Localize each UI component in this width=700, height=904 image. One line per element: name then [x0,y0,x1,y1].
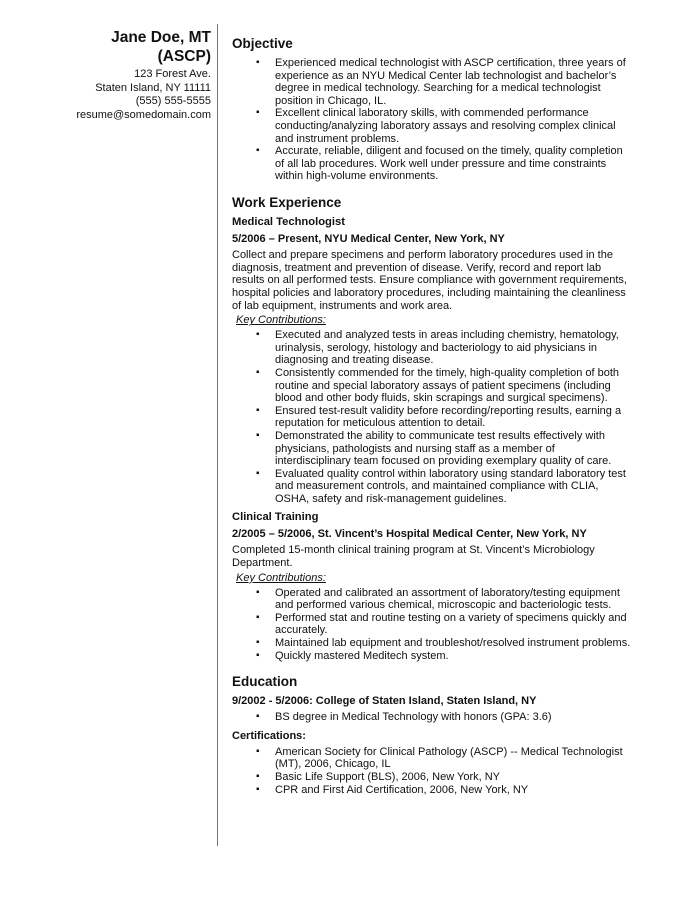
contributions-label: Key Contributions: [236,314,326,327]
list-item: ▪ Demonstrated the ability to communicate test results effectively with physicians, pathologists and nursing staff as a member of interdisciplinary team focused on providing exemplary quality of care. [232,430,632,468]
list-item: ▪ Basic Life Support (BLS), 2006, New York, NY [232,771,632,784]
education-heading: Education [232,674,298,690]
list-item: ▪ American Society for Clinical Pathology (ASCP) -- Medical Technologist (MT), 2006, Chicago, IL [232,746,632,771]
list-item: ▪ Consistently commended for the timely, high-quality completion of both routine and special laboratory assays of patient specimens (including blood and other body fluids, skin scrapings and surgical specimens). [232,367,632,405]
work-heading: Work Experience [232,194,342,210]
city-line: Staten Island, NY 11111 [95,81,211,94]
education-section [232,674,632,796]
list-item: ▪ Evaluated quality control within laboratory using standard laboratory test and measurement controls, and maintained compliance with CLIA, OSHA, safety and risk-management guidelines. [232,468,632,506]
candidate-name: Jane Doe, MT [111,29,211,46]
objective-heading: Objective [232,36,293,51]
job-dates-org: 2/2005 – 5/2006, St. Vincent’s Hospital Medical Center, New York, NY [232,528,587,541]
list-item: ▪ BS degree in Medical Technology with honors (GPA: 3.6) [232,711,632,724]
list-item: ▪ Maintained lab equipment and troubleshot/resolved instrument problems. [232,637,632,650]
school-line: 9/2002 - 5/2006: College of Staten Island, Staten Island, NY [232,695,537,708]
list-item: ▪ Performed stat and routine testing on a variety of specimens quickly and accurately. [232,612,632,637]
job-dates-org: 5/2006 – Present, NYU Medical Center, New York, NY [232,232,505,245]
list-item: ▪ Quickly mastered Meditech system. [232,650,632,663]
list-item: ▪ Executed and analyzed tests in areas including chemistry, hematology, urinalysis, serology, histology and bacteriology to aid physicians in diagnosing and treating disease. [232,329,632,367]
objective-list [232,57,632,183]
certifications-heading: Certifications: [232,729,306,742]
contributions-label: Key Contributions: [236,571,326,584]
contact-block [0,28,211,122]
list-item: ▪ Excellent clinical laboratory skills, with commended performance conducting/analyzing laboratory assays and resolving complex clinical and instrument problems. [232,107,632,145]
job-title: Clinical Training [232,511,319,524]
job-summary: Completed 15-month clinical training program at St. Vincent’s Microbiology Department. [232,544,595,570]
candidate-credential: (ASCP) [157,48,211,65]
resume-body [232,36,632,804]
address-line: 123 Forest Ave. [134,68,211,80]
contributions-list [232,329,632,505]
phone-line: (555) 555-5555 [135,95,211,107]
list-item: ▪ CPR and First Aid Certification, 2006, New York, NY [232,784,632,797]
degree-list [232,711,632,724]
certifications-list [232,746,632,796]
list-item: ▪ Experienced medical technologist with ASCP certification, three years of experience as an NYU Medical Center lab technologist and bachelor’s degree in medical technology. Searching for a medical technologist position in Chicago, IL. [232,57,632,107]
objective-section [232,36,632,183]
job-summary: Collect and prepare specimens and perform laboratory procedures used in the diagnosis, treatment and prevention of disease. Verify, record and report lab results on all performed tests. Ensure compliance with government requirements, hospital policies and laboratory procedures, including maintaining the cleanliness of lab equipment, instruments and work area. [232,248,627,312]
work-section [232,195,632,662]
contributions-list [232,587,632,663]
vertical-divider [217,24,218,846]
list-item: ▪ Ensured test-result validity before recording/reporting results, earning a reputation for meticulous attention to detail. [232,405,632,430]
job-title: Medical Technologist [232,215,345,228]
email-line: resume@somedomain.com [76,108,211,121]
list-item: ▪ Accurate, reliable, diligent and focused on the timely, quality completion of all lab procedures. Work well under pressure and time constraints within high-volume environments. [232,145,632,183]
list-item: ▪ Operated and calibrated an assortment of laboratory/testing equipment and performed various chemical, microscopic and bacteriologic tests. [232,587,632,612]
